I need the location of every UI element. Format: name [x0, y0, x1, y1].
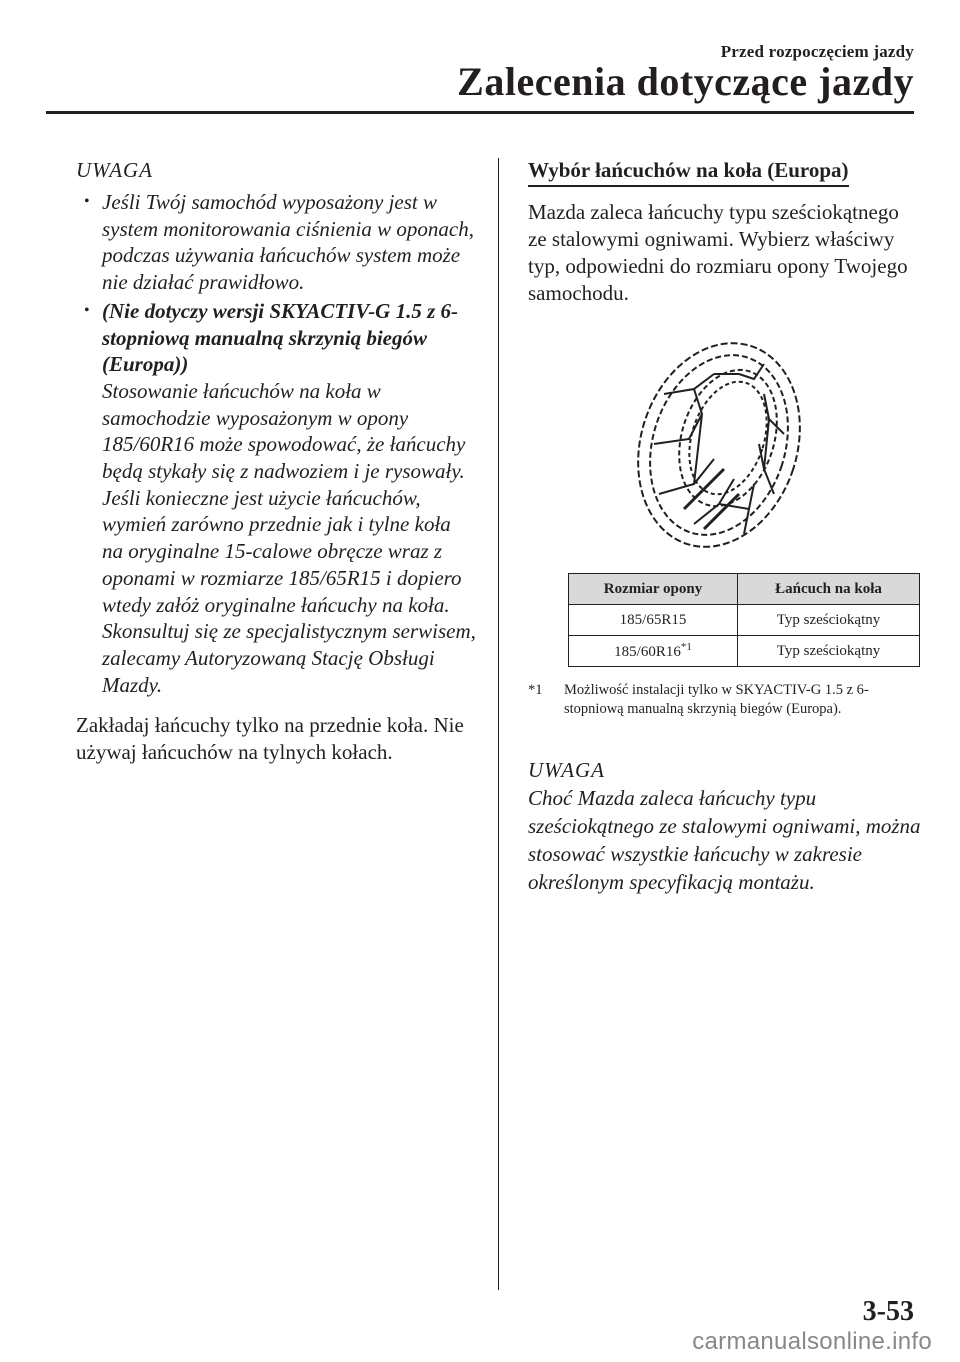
- bullet-icon: •: [84, 301, 90, 319]
- page-number: 3-53: [862, 1296, 914, 1327]
- page-title: Zalecenia dotyczące jazdy: [457, 59, 914, 104]
- note-item-condition: (Nie dotyczy wersji SKYACTIV-G 1.5 z 6-stopniową manualną skrzynią biegów (Europa)): [102, 298, 459, 377]
- table-cell: Typ sześciokątny: [738, 636, 920, 667]
- footnote-text: Możliwość instalacji tylko w SKYACTIV-G 1.5 z 6-stopniową manualną skrzynią biegów (Europa).: [564, 682, 869, 717]
- footnote: [528, 681, 920, 719]
- note-item-text: Stosowanie łańcuchów na koła w samochodzie wyposażonym w opony 185/60R16 może spowodować, że łańcuchy będą stykały się z nadwoziem i je rysowały. Jeśli konieczne jest użycie łańcuchów, wymień zarówno przednie jak i tylne koła na oryginalne 15-calowe obręcze wraz z oponami w rozmiarze 185/65R15 i dopiero wtedy załóż oryginalne łańcuchy na koła. Skonsultuj się ze specjalistycznym serwisem, zalecamy Autoryzowaną Stację Obsługi Mazdy.: [102, 378, 476, 697]
- column-header: Łańcuch na koła: [738, 574, 920, 605]
- header-divider: [46, 111, 914, 114]
- table-cell: 185/65R15: [569, 605, 738, 636]
- chain-size-table: [568, 573, 920, 667]
- table-row: [569, 636, 920, 667]
- note-list: [76, 189, 476, 698]
- section-heading: Wybór łańcuchów na koła (Europa): [528, 158, 849, 187]
- right-column: [528, 158, 921, 894]
- front-wheels-paragraph: Zakładaj łańcuchy tylko na przednie koła. Nie używaj łańcuchów na tylnych kołach.: [76, 713, 464, 765]
- note-item-text: Jeśli Twój samochód wyposażony jest w system monitorowania ciśnienia w oponach, podczas używania łańcuchów system może nie działać prawidłowo.: [102, 190, 474, 295]
- section-subtitle: Przed rozpoczęciem jazdy: [720, 42, 914, 61]
- note-block: [528, 756, 928, 896]
- intro-paragraph: Mazda zaleca łańcuchy typu sześciokątnego ze stalowymi ogniwami. Wybierz właściwy typ, odpowiedni do rozmiaru opony Twojego samochodu.: [528, 200, 908, 305]
- left-column: [76, 158, 476, 766]
- note-text: Choć Mazda zaleca łańcuchy typu sześciokątnego ze stalowymi ogniwami, można stosować wszystkie łańcuchy w zakresie określonym specyfikacją montażu.: [528, 786, 921, 894]
- tire-chain-illustration: [624, 334, 814, 556]
- note-item: [76, 189, 476, 296]
- footnote-reference: *1: [680, 641, 692, 653]
- footnote-mark: *1: [528, 682, 543, 698]
- watermark: carmanualsonline.info: [692, 1328, 932, 1355]
- column-header: Rozmiar opony: [569, 574, 738, 605]
- table-cell: Typ sześciokątny: [738, 605, 920, 636]
- bullet-icon: •: [84, 193, 90, 210]
- note-item: [76, 298, 476, 699]
- table-cell: [569, 636, 738, 667]
- tire-size: 185/60R16: [614, 644, 681, 660]
- note-heading: UWAGA: [528, 758, 606, 782]
- table-header-row: [569, 574, 920, 605]
- column-divider: [498, 158, 499, 1290]
- table-row: [569, 605, 920, 636]
- note-heading: UWAGA: [76, 158, 154, 182]
